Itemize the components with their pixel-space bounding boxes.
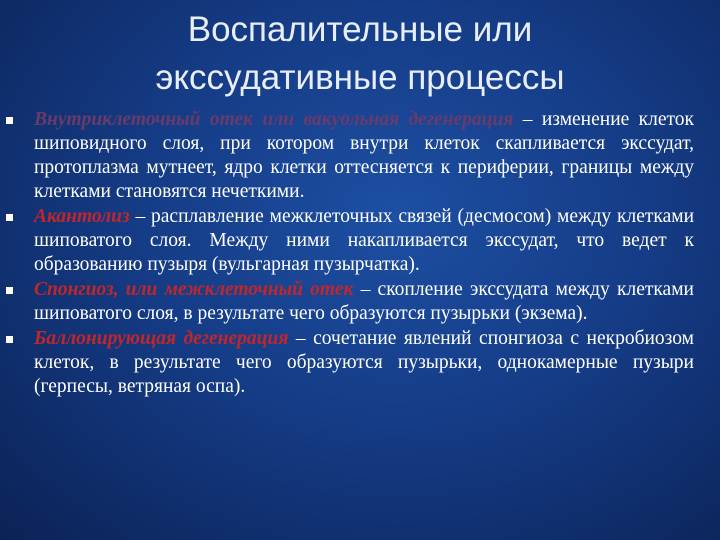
item-text: – расплавление межклеточных связей (десмосом) между клетками шиповатого слоя. Между ними накапливается экссудат, что ведет к образованию пузыря (вульгарная пузырчатка). [34,206,694,275]
item-text: – сочетание явлений спонгиоза с некробиозом клеток, в результате чего образуются пузырьки, однокамерные пузыри (герпесы, ветряная оспа). [34,328,694,397]
square-bullet-icon [6,287,13,294]
slide-title [0,6,720,102]
square-bullet-icon [6,214,13,221]
list-item [6,108,694,204]
square-bullet-icon [6,336,13,343]
list-item [6,327,694,399]
item-term: Баллонирующая дегенерация [34,328,289,349]
item-text: – скопление экссудата между клетками шиповатого слоя, в результате чего образуются пузырьки (экзема). [34,279,694,324]
item-term: Акантолиз [34,206,130,227]
bullet-list [6,108,694,400]
list-item [6,278,694,326]
item-term: Внутриклеточный отек [34,109,254,130]
square-bullet-icon [6,117,13,124]
item-text: – изменение клеток шиповидного слоя, при котором внутри клеток скапливается экссудат, протоплазма мутнеет, ядро клетки оттесняется к периферии, границы между клетками становятся нечеткими. [34,109,694,202]
slide-title-line-2: экссудативные процессы [155,58,565,97]
slide-title-line-1: Воспалительные или [187,10,533,49]
item-term: Спонгиоз, или межклеточный отек [34,279,354,300]
list-item [6,205,694,277]
item-connector: или [253,109,304,130]
item-term-secondary: вакуольная дегенерация [303,109,514,130]
